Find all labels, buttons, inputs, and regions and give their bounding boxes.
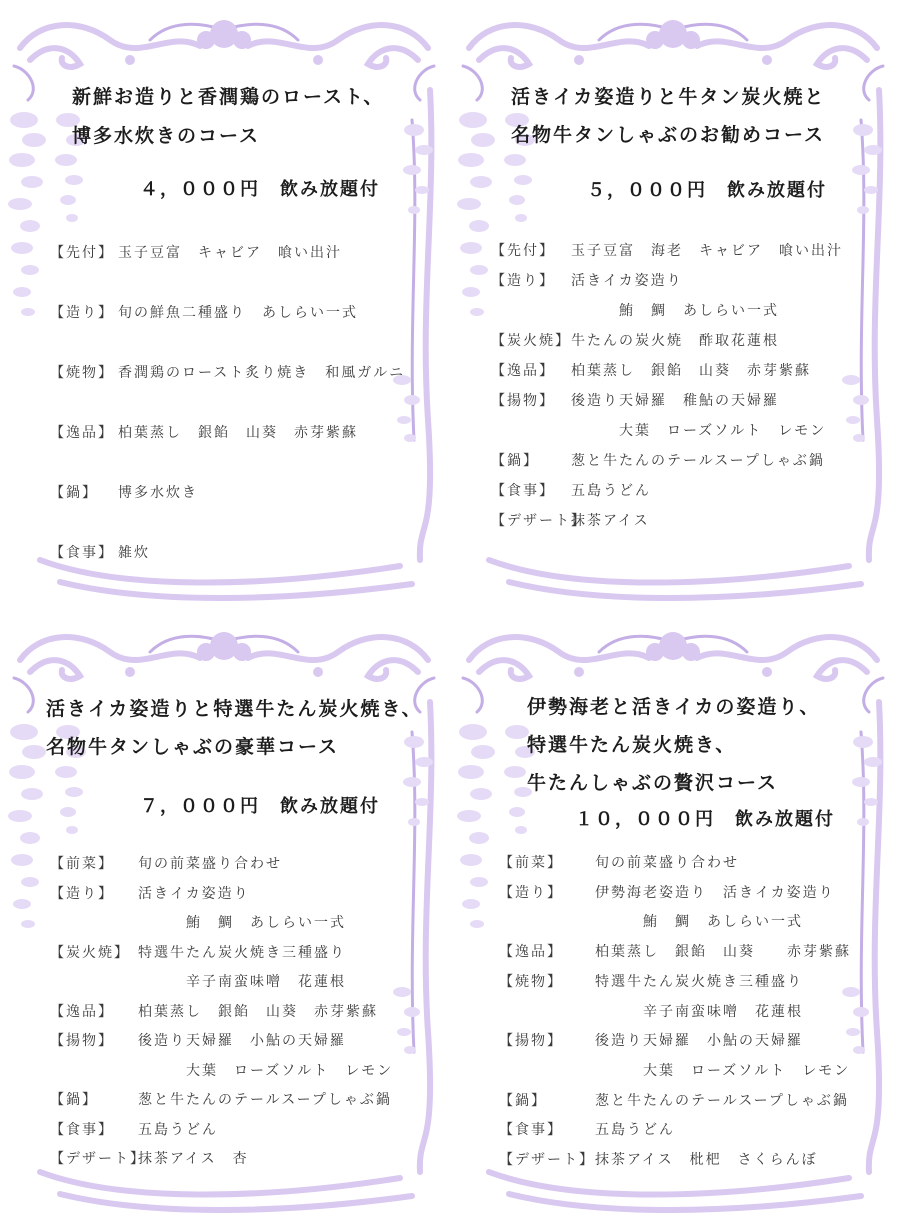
menu-item-content: 博多水炊き	[118, 485, 198, 501]
course-card-2	[449, 0, 897, 612]
menu-item-label: 【デザート】	[50, 1151, 146, 1167]
course-title-line: 名物牛タンしゃぶのお勧めコース	[511, 124, 826, 146]
menu-item-content: 抹茶アイス 杏	[138, 1151, 249, 1167]
menu-item-content: 葱と牛たんのテールスープしゃぶ鍋	[595, 1092, 849, 1109]
menu-item-content: 大葉 ローズソルト レモン	[186, 1062, 394, 1079]
menu-item-label: 【逸品】	[499, 944, 563, 961]
menu-item-content: 辛子南蛮味噌 花蓮根	[186, 974, 346, 990]
menu-item-content: 柏葉蒸し 銀餡 山葵 赤芽紫蘇	[118, 425, 358, 441]
menu-item-label: 【鍋】	[50, 1092, 98, 1108]
menu-item-content: 玉子豆富 キャビア 喰い出汁	[118, 245, 342, 261]
menu-item-label: 【食事】	[491, 483, 555, 499]
menu-item-label: 【前菜】	[499, 855, 563, 871]
menu-item-content: 玉子豆富 海老 キャビア 喰い出汁	[571, 243, 843, 259]
menu-item-label: 【焼物】	[499, 973, 563, 990]
menu-item-content: 伊勢海老姿造り 活きイカ姿造り	[595, 884, 835, 901]
menu-item-content: 旬の前菜盛り合わせ	[595, 855, 739, 871]
menu-item-content: 旬の鮮魚二種盛り あしらい一式	[118, 305, 358, 321]
menu-item-label: 【揚物】	[499, 1033, 563, 1050]
course-card-4	[449, 612, 897, 1224]
menu-item-label: 【炭火焼】	[50, 944, 130, 961]
menu-item-label: 【造り】	[50, 885, 114, 902]
course-price: ５，０００円 飲み放題付	[587, 180, 827, 201]
menu-item-label: 【造り】	[50, 305, 114, 321]
menu-item-label: 【食事】	[50, 1121, 114, 1138]
menu-item-content: 抹茶アイス 枇杷 さくらんぼ	[595, 1152, 818, 1168]
menu-item-content: 大葉 ローズソルト レモン	[643, 1062, 851, 1079]
course-price: ７，０００円 飲み放題付	[140, 796, 380, 817]
course-title-line: 活きイカ姿造りと牛タン炭火焼と	[511, 86, 826, 108]
menu-item-content: 柏葉蒸し 銀餡 山葵 赤芽紫蘇	[571, 363, 811, 379]
menu-item-content: 鮪 鯛 あしらい一式	[619, 303, 779, 319]
menu-item-label: 【鍋】	[499, 1092, 547, 1109]
menu-item-content: 特選牛たん炭火焼き三種盛り	[138, 944, 346, 961]
menu-item-content: 辛子南蛮味噌 花蓮根	[643, 1003, 803, 1020]
menu-item-content: 鮪 鯛 あしらい一式	[643, 914, 803, 931]
menu-item-label: 【逸品】	[491, 363, 555, 379]
menu-item-label: 【前菜】	[50, 856, 114, 872]
menu-item-content: 柏葉蒸し 銀餡 山葵 赤芽紫蘇	[595, 944, 851, 961]
menu-item-content: 旬の前菜盛り合わせ	[138, 856, 282, 872]
menu-item-content: 活きイカ姿造り	[571, 273, 683, 289]
menu-item-label: 【先付】	[491, 243, 555, 259]
menu-item-content: 香潤鶏のロースト炙り焼き 和風ガルニ	[118, 365, 406, 381]
menu-item-content: 抹茶アイス	[571, 513, 650, 529]
course-title-line: 博多水炊きのコース	[72, 125, 261, 147]
menu-item-content: 活きイカ姿造り	[138, 885, 250, 902]
menu-item-label: 【揚物】	[491, 393, 555, 409]
menu-item-content: 五島うどん	[571, 483, 651, 499]
menu-item-content: 五島うどん	[595, 1122, 675, 1139]
menu-item-content: 五島うどん	[138, 1121, 218, 1138]
menu-item-content: 柏葉蒸し 銀餡 山葵 赤芽紫蘇	[138, 1003, 378, 1020]
menu-item-label: 【鍋】	[491, 453, 539, 469]
course-title-line: 活きイカ姿造りと特選牛たん炭火焼き、	[46, 698, 423, 720]
menu-item-content: 後造り天婦羅 稚鮎の天婦羅	[571, 393, 779, 409]
menu-item-content: 牛たんの炭火焼 酢取花蓮根	[571, 333, 779, 349]
menu-item-label: 【デザート】	[491, 513, 587, 529]
menu-item-content: 大葉 ローズソルト レモン	[619, 423, 827, 439]
menu-item-label: 【デザート】	[499, 1152, 595, 1168]
menu-item-label: 【揚物】	[50, 1033, 114, 1049]
course-price: １０，０００円 飲み放題付	[575, 809, 835, 830]
course-card-3	[0, 612, 448, 1224]
menu-item-label: 【食事】	[50, 545, 114, 561]
menu-item-label: 【造り】	[499, 884, 563, 901]
course-price: ４，０００円 飲み放題付	[140, 179, 380, 200]
course-card-1	[0, 0, 448, 612]
menu-item-label: 【逸品】	[50, 1003, 114, 1020]
menu-item-label: 【逸品】	[50, 425, 114, 441]
menu-item-label: 【造り】	[491, 273, 555, 289]
menu-item-label: 【炭火焼】	[491, 333, 571, 349]
menu-item-content: 雑炊	[118, 545, 150, 561]
menu-item-content: 葱と牛たんのテールスープしゃぶ鍋	[138, 1092, 392, 1108]
menu-item-label: 【焼物】	[50, 365, 114, 381]
menu-item-label: 【先付】	[50, 245, 114, 261]
menu-item-content: 葱と牛たんのテールスープしゃぶ鍋	[571, 453, 825, 469]
course-title-line: 特選牛たん炭火焼き、	[527, 734, 737, 756]
course-title-line: 名物牛タンしゃぶの豪華コース	[46, 736, 340, 758]
menu-item-content: 後造り天婦羅 小鮎の天婦羅	[138, 1033, 346, 1049]
course-title-line: 新鮮お造りと香潤鶏のロースト、	[72, 86, 385, 108]
menu-item-label: 【食事】	[499, 1122, 563, 1139]
menu-item-content: 後造り天婦羅 小鮎の天婦羅	[595, 1033, 803, 1050]
course-title-line: 牛たんしゃぶの贅沢コース	[527, 772, 779, 794]
menu-item-content: 鮪 鯛 あしらい一式	[186, 915, 346, 931]
menu-item-content: 特選牛たん炭火焼き三種盛り	[595, 973, 803, 990]
course-title-line: 伊勢海老と活きイカの姿造り、	[527, 696, 821, 718]
menu-item-label: 【鍋】	[50, 485, 98, 501]
